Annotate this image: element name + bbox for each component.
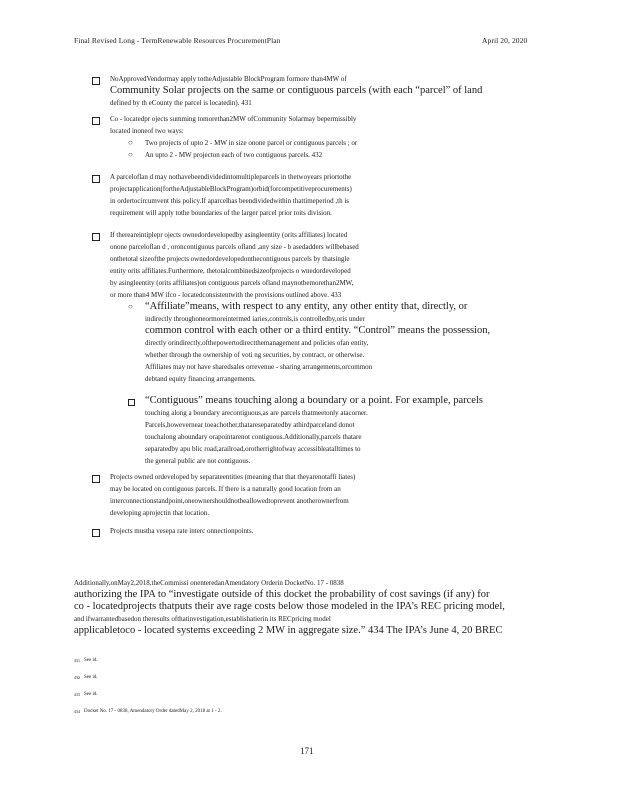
running-header-date: April 20, 2020 [482, 36, 528, 45]
text-line: NoApprovedVendormay apply totheAdjustable BlockProgram formore than4MW of [110, 75, 347, 83]
text-line: whether through the ownership of voti ng securities, by contract, or otherwise. [145, 351, 365, 359]
text-line: in ordertocircumvent this policy.If aparcelhas beendividedwithin thattimeperiod ,th is [110, 197, 350, 205]
footnote-text: See id. [84, 675, 98, 680]
sub-list-item: An upto 2 - MW projecton each of two contiguous parcels. 432 [145, 151, 323, 159]
text-line: or more than4 MW ifco - locatedconsistentwith the provisions outlined above. 433 [110, 291, 342, 299]
bullet-marker [92, 529, 100, 537]
bullet-marker [92, 117, 100, 125]
footnote-number: 432 [74, 675, 80, 680]
text-line: Community Solar projects on the same or contiguous parcels (with each “parcel” of land [110, 85, 483, 96]
text-line: indirectly throughoneormoreintermed iaries,controls,is controlledby,oris under [145, 315, 365, 323]
page-number: 171 [300, 746, 314, 756]
bullet-marker [92, 175, 100, 183]
text-line: located inoneof two ways: [110, 127, 184, 135]
text-line: defined by th eCounty the parcel is locatedin). 431 [110, 99, 252, 107]
running-header-title: Final Revised Long - TermRenewable Resources ProcurementPlan [74, 36, 281, 45]
text-line: separatedby apu blic road,arailroad,orotherrightofway accessibleatalltimes to [145, 445, 361, 453]
footnote [74, 706, 222, 717]
footnote [74, 655, 98, 666]
text-line: Parcels,howevernear toeachother,thatareseparatedby athirdparceland donot [145, 421, 355, 429]
text-line: debtand equity financing arrangements. [145, 375, 256, 383]
definition-contiguous [145, 395, 483, 467]
square-bullet-icon [128, 399, 135, 406]
text-line: projectapplication(fortheAdjustableBlockProgram)orbid(forcompetitiveprocurements) [110, 185, 352, 193]
text-line: “Contiguous” means touching along a boundary or a point. For example, parcels [145, 395, 483, 406]
text-line: Projects owned ordeveloped by separateentities (meaning that that theyarenotaffi liates) [110, 473, 356, 481]
bullet-marker [92, 475, 100, 483]
footnote-text: Docket No. 17 - 0838, Amendatory Order datedMay 2, 2018 at 1 - 2. [84, 709, 222, 714]
footnote [74, 672, 98, 683]
bullet-marker [92, 77, 100, 85]
text-line: directly orindirectly,ofthepowertodirectthemanagement and policies ofan entity, [145, 339, 369, 347]
text-line: Co - locatedpr ojects summing tomorethan2MW ofCommunity Solarmay bepermissibly [110, 115, 357, 123]
text-line: authorizing the IPA to “investigate outside of this docket the probability of cost savings (if any) for [74, 589, 490, 600]
definition-affiliate [145, 301, 490, 385]
text-line: developing aprojectin that location. [110, 509, 210, 517]
text-line: by asingleentity (orits affiliates)on contiguous parcels ofland maynotbemorethan2MW, [110, 279, 354, 287]
text-line: may be located on contiguous parcels. If there is a naturally good location from an [110, 485, 341, 493]
text-line: Projects mustha vesepa rate interc onnectionpoints. [110, 527, 254, 535]
text-line: requirement will apply tothe boundaries of the larger parcel prior toits division. [110, 209, 332, 217]
text-line: entity orits affiliates.Furthermore, thetotalcombinedsizeofprojects o wnedordeveloped [110, 267, 351, 275]
footnote-number: 431 [74, 658, 80, 663]
text-line: touching along a boundary arecontiguous,as are parcels thatmeetonly atacorner. [145, 409, 368, 417]
text-line: the general public are not contiguous. [145, 457, 251, 465]
text-line: If thereareintiplepr ojects ownedordevelopedby asingleentity (orits affiliates) located [110, 231, 348, 239]
circle-bullet-icon: ○ [128, 302, 133, 311]
text-line: “Affiliate”means, with respect to any entity, any other entity that, directly, or [145, 301, 468, 312]
text-line: A parceloflan d may nothavebeendividedintomultipleparcels in thetwoyears priortothe [110, 173, 352, 181]
circle-bullet-icon: ○ [128, 150, 133, 159]
text-line: onthetotal sizeofthe projects ownedordevelopedonthecontiguous parcels by thatsingle [110, 255, 350, 263]
text-line: onone parceloflan d , oroncontiguous parcels ofland ,any size - b asedadders willbebased [110, 243, 359, 251]
closing-paragraph [74, 577, 505, 637]
text-line: Additionally,onMay2,2018,theCommissi onenteredanAmendatory Orderin DocketNo. 17 - 0838 [74, 579, 344, 587]
text-line: and ifwarrantedbasedon theresults ofthatinvestigation,establishatierin its RECpricing model [74, 615, 331, 623]
list-item [110, 525, 253, 537]
list-item [110, 73, 482, 109]
text-line: touchalong aboundary orapointarenot contiguous.Additionally,parcels thatare [145, 433, 362, 441]
text-line: applicabletoco - located systems exceeding 2 MW in aggregate size.” 434 The IPA’s June 4, 20 BREC [74, 625, 503, 636]
text-line: co - locatedprojects thatputs their ave rage costs below those modeled in the IPA’s REC pricing model, [74, 601, 505, 612]
list-item [110, 113, 356, 137]
footnote-text: See id. [84, 658, 98, 663]
list-item [110, 171, 352, 219]
text-line: Affiliates may not have sharedsales orrevenue - sharing arrangements,orcommon [145, 363, 373, 371]
text-line: interconnectionstandpoint,oneownershouldnotbeallowedtoprevent anotherownerfrom [110, 497, 349, 505]
bullet-marker [92, 233, 100, 241]
footnote-number: 433 [74, 692, 80, 697]
footnote-number: 434 [74, 709, 80, 714]
sub-list-item: Two projects of upto 2 - MW in size onone parcel or contiguous parcels ; or [145, 139, 358, 147]
circle-bullet-icon: ○ [128, 138, 133, 147]
text-line: common control with each other or a third entity. “Control” means the possession, [145, 325, 491, 336]
list-item [110, 471, 355, 519]
footnote-text: See id. [84, 692, 98, 697]
footnote [74, 689, 98, 700]
list-item [110, 229, 359, 301]
